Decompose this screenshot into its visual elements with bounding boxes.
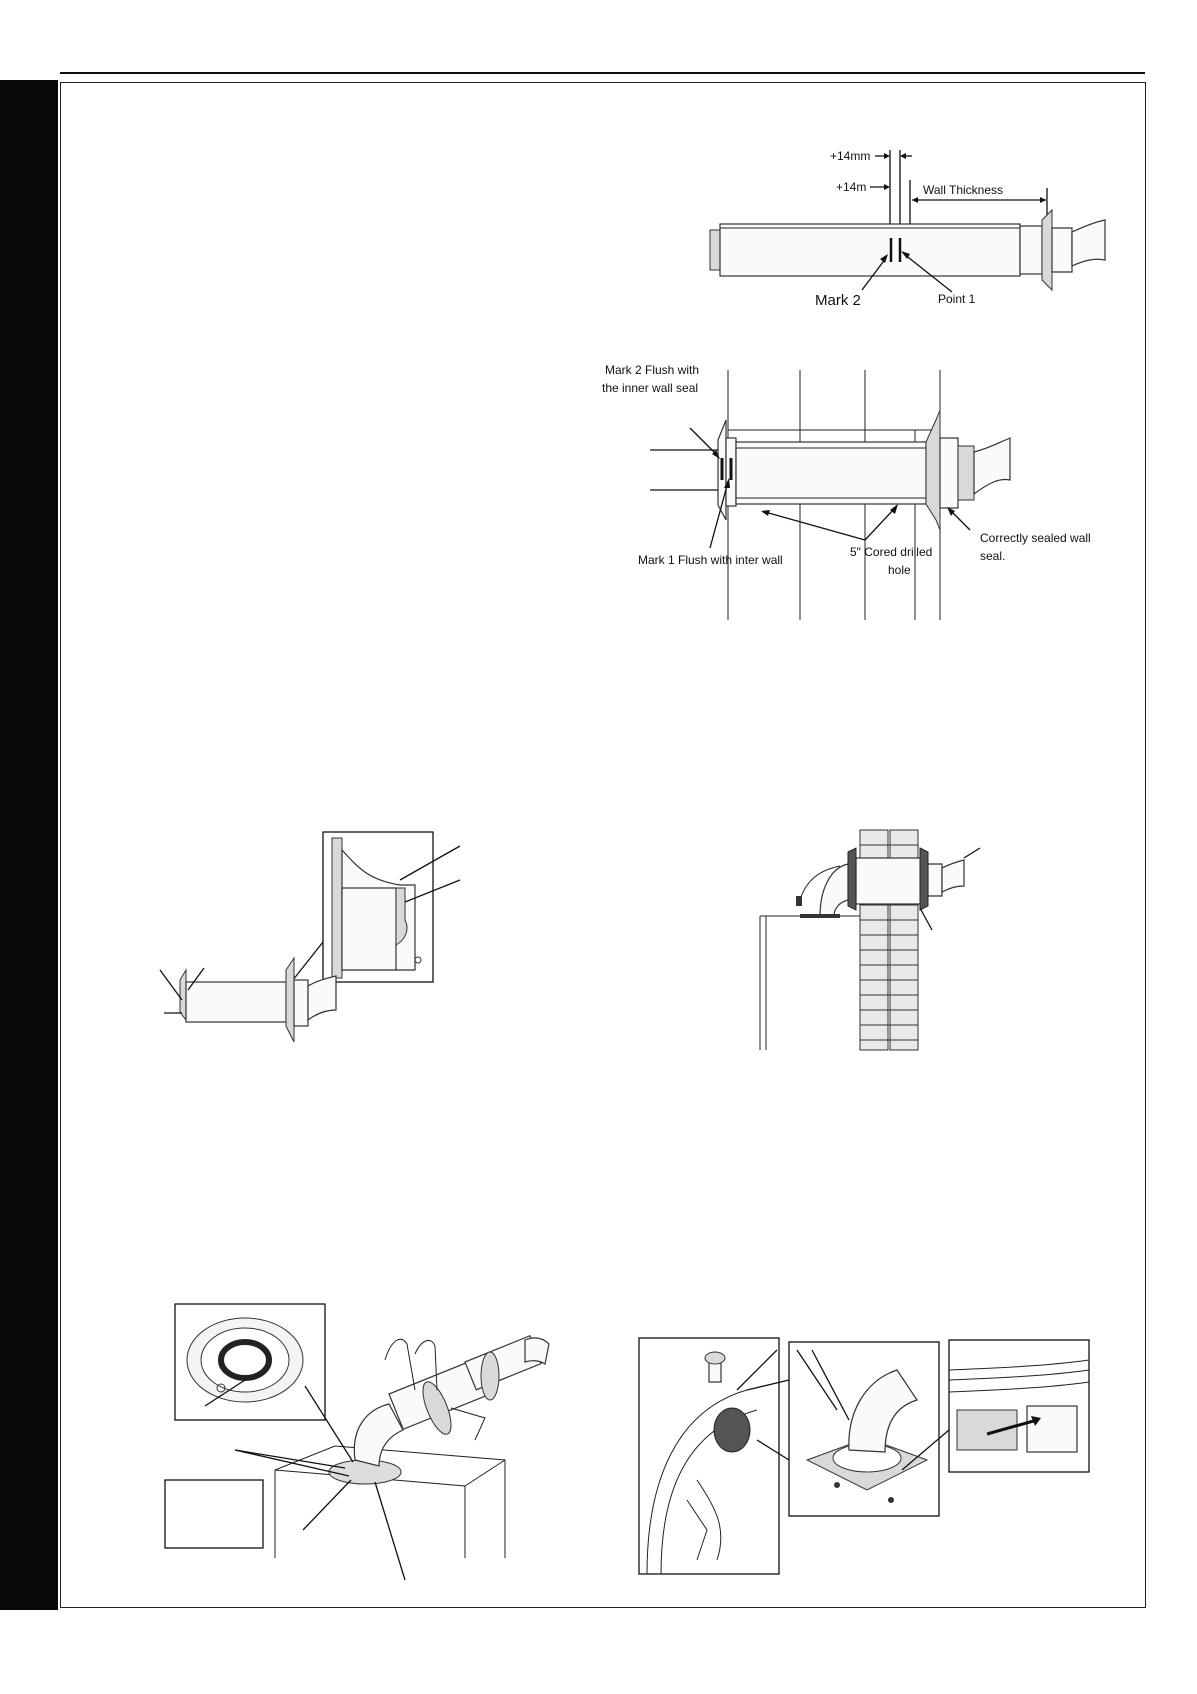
sealed-wall-line1: Correctly sealed wall [980, 531, 1091, 545]
sealed-wall-line2: seal. [980, 549, 1006, 563]
header-rule [60, 72, 1145, 74]
elbow-install-diagram [165, 1300, 565, 1580]
wall-thickness-label: Wall Thickness [923, 183, 1004, 197]
mark-2-flush-line2: the inner wall seal [602, 381, 699, 395]
mark-2-flush-line1: Mark 2 Flush with [605, 363, 700, 377]
dim-label-14m: +14m [836, 180, 867, 194]
clamp-fitting-diagram [637, 1330, 1117, 1580]
wall-fitting-diagram [602, 363, 1140, 620]
brick-wall-diagram [760, 830, 980, 1060]
section-tab [0, 80, 58, 1610]
mark-2-label: Mark 2 [815, 292, 861, 309]
seal-detail-diagram [160, 830, 470, 1050]
point-1-label: Point 1 [938, 292, 976, 306]
dim-label-14mm: +14mm [830, 149, 871, 163]
cored-hole-line1: 5" Cored drilled [850, 545, 933, 559]
mark-1-flush-label: Mark 1 Flush with inter wall [638, 553, 783, 567]
terminal-marking-diagram [690, 140, 1110, 340]
cored-hole-line2: hole [888, 563, 911, 577]
